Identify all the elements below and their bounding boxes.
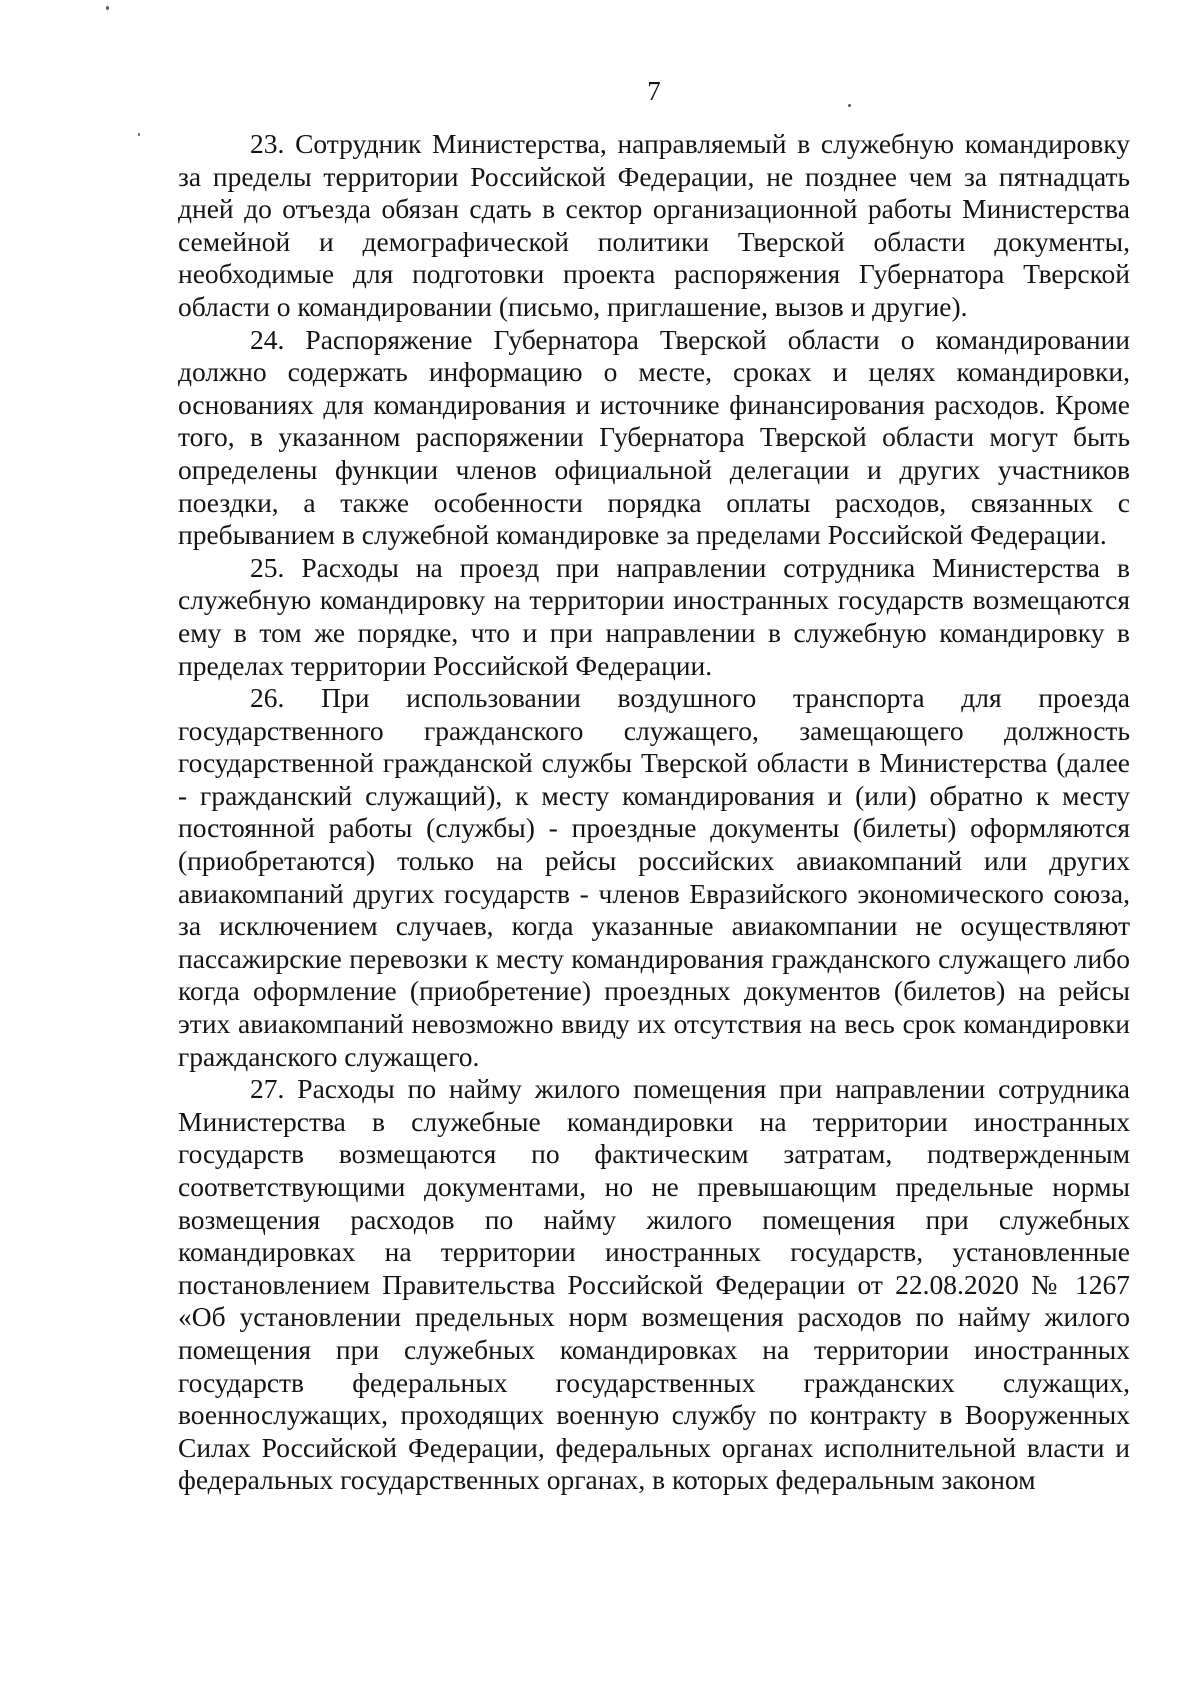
scan-speck bbox=[138, 133, 140, 136]
document-body bbox=[178, 128, 1130, 1497]
paragraph-24: 24. Распоряжение Губернатора Тверской области о командировании должно содержать информацию о месте, сроках и целях командировки, основаниях для командирования и источнике финансирования расходов. Кроме того, в указанном распоряжении Губернатора Тверской области могут быть определены функции членов официальной делегации и других участников поездки, а также особенности порядка оплаты расходов, связанных с пребыванием в служебной командировке за пределами Российской Федерации. bbox=[178, 323, 1130, 551]
scan-speck bbox=[106, 6, 109, 10]
page-number: 7 bbox=[647, 76, 661, 106]
paragraph-27: 27. Расходы по найму жилого помещения при направлении сотрудника Министерства в служебные командировки на территории иностранных государств возмещаются по фактическим затратам, подтвержденным соответствующими документами, но не превышающим предельные нормы возмещения расходов по найму жилого помещения при служебных командировках на территории иностранных государств, установленные постановлением Правительства Российской Федерации от 22.08.2020 № 1267 «Об установлении предельных норм возмещения расходов по найму жилого помещения при служебных командировках на территории иностранных государств федеральных государственных гражданских служащих, военнослужащих, проходящих военную службу по контракту в Вооруженных Силах Российской Федерации, федеральных органах исполнительной власти и федеральных государственных органах, в которых федеральным законом bbox=[178, 1073, 1130, 1496]
paragraph-23: 23. Сотрудник Министерства, направляемый в служебную командировку за пределы территории Российской Федерации, не позднее чем за пятнадцать дней до отъезда обязан сдать в сектор организационной работы Министерства семейной и демографической политики Тверской области документы, необходимые для подготовки проекта распоряжения Губернатора Тверской области о командировании (письмо, приглашение, вызов и другие). bbox=[178, 128, 1130, 322]
paragraph-25: 25. Расходы на проезд при направлении сотрудника Министерства в служебную командировку на территории иностранных государств возмещаются ему в том же порядке, что и при направлении в служебную командировку в пределах территории Российской Федерации. bbox=[178, 551, 1130, 681]
paragraph-26: 26. При использовании воздушного транспорта для проезда государственного гражданского служащего, замещающего должность государственной гражданской службы Тверской области в Министерства (далее - гражданский служащий), к месту командирования и (или) обратно к месту постоянной работы (службы) - проездные документы (билеты) оформляются (приобретаются) только на рейсы российских авиакомпаний или других авиакомпаний других государств - членов Евразийского экономического союза, за исключением случаев, когда указанные авиакомпании не осуществляют пассажирские перевозки к месту командирования гражданского служащего либо когда оформление (приобретение) проездных документов (билетов) на рейсы этих авиакомпаний невозможно ввиду их отсутствия на весь срок командировки гражданского служащего. bbox=[178, 682, 1130, 1072]
scan-speck bbox=[848, 104, 851, 107]
